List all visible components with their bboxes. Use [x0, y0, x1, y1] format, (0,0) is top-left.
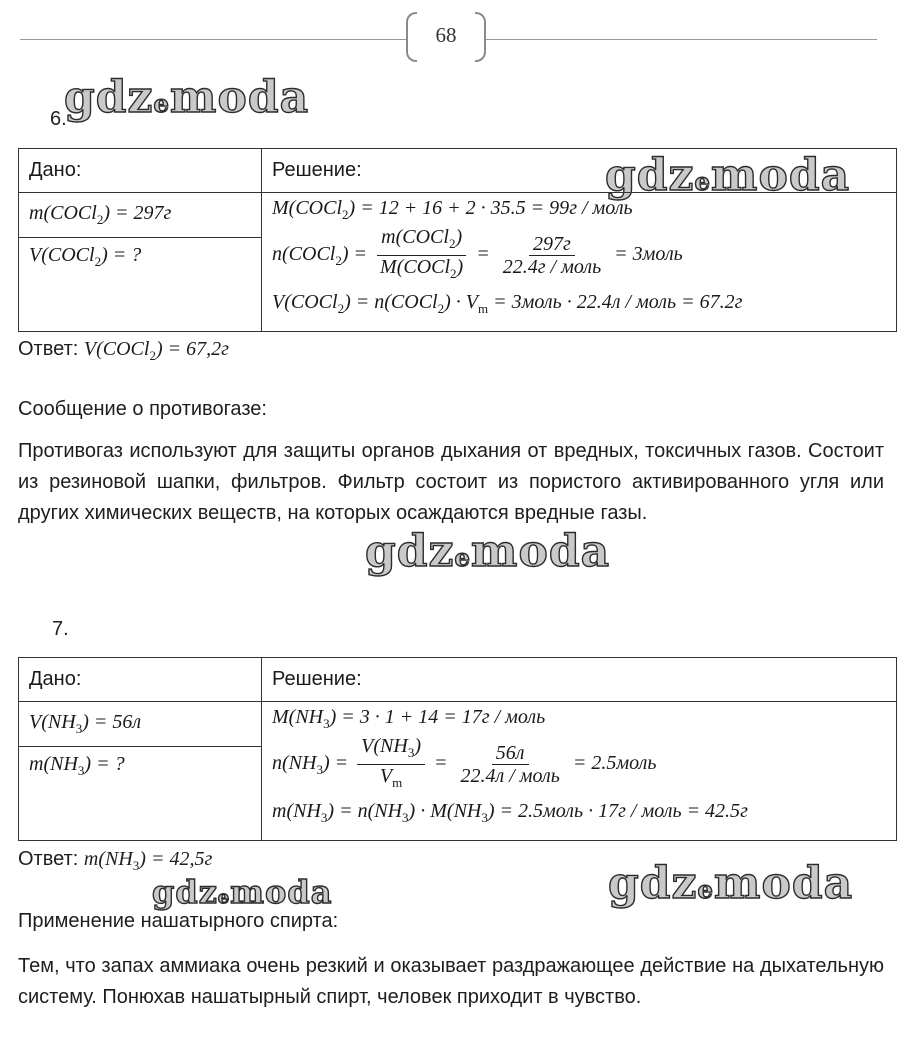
task6-answer-label: Ответ: [18, 338, 79, 360]
task7-given-2: $m(NH_3)$ = ? [19, 747, 262, 841]
task7-given-header: Дано: [19, 658, 262, 702]
task6-solution-header: Решение: [262, 149, 897, 193]
task6-solution-line-3: V(COCl$_2$) = n(COCl$_2$) · $V_m$ = 3моль · 22.4л / моль = 67.2г [272, 291, 743, 316]
task6-solution-body [262, 193, 897, 332]
ammonia-title: Применение нашатырного спирта: [18, 910, 339, 932]
task7-answer: Ответ: $m(NH_3) = 42,5г$ [18, 848, 213, 873]
task7-given-1: $V(NH_3) = 56л$ [19, 702, 262, 747]
page-number-text: 68 [435, 23, 457, 47]
task7-solution-line-2: $n(NH_3)$ = $\frac{V(NH_3)}{V_m}$ = $\frac{56л}{\text{22.4л / моль}}$ = 2.5моль [272, 734, 657, 790]
watermark: gdzemoda [608, 858, 854, 909]
task7-table [18, 657, 897, 841]
task7-solution-line-1: $M(NH_3) = 3 \cdot 1 + 14 = 17г$ / моль [272, 706, 546, 731]
task6-solution-line-2: n(COCl$_2$) = $\frac{m(COCl_2)}{M(COCl_2)}$ = $\frac{297г}{\text{22.4г / моль}}$ = 3моль [272, 225, 683, 281]
task7-solution-header: Решение: [262, 658, 897, 702]
task6-number: 6. [50, 108, 67, 130]
watermark: gdzemoda [605, 150, 851, 201]
task7-solution-line-3: $m(NH_3) = n(NH_3) \cdot M(NH_3)$ = 2.5моль · 17г / моль = 42.5г [272, 800, 748, 825]
task6-given-header: Дано: [19, 149, 262, 193]
task6-answer: Ответ: V(COCl$_2$) = 67,2г [18, 338, 229, 363]
gas-mask-text: Противогаз используют для защиты органов дыхания от вредных, токсичных газов. Состоит из резиновой шапки, фильтров. Фильтр состоит из пористого активированного угля или других химических веществ, на которых осаждаются вредные газы. [18, 440, 884, 524]
page-number [406, 12, 486, 64]
gas-mask-title: Сообщение о противогазе: [18, 398, 267, 420]
header-rule-left [20, 39, 406, 40]
header-rule-right [486, 39, 877, 40]
task7-answer-label: Ответ: [18, 848, 79, 870]
task7-solution-body [262, 702, 897, 841]
task6-given-1: m(COCl$_2$) = 297г [19, 193, 262, 238]
page-number-bracket-right [475, 12, 486, 62]
task7-number: 7. [52, 618, 69, 640]
watermark: gdzemoda [64, 72, 310, 123]
ammonia-text: Тем, что запах аммиака очень резкий и оказывает раздражающее действие на дыхательную систему. Понюхав нашатырный спирт, человек приходит в чувство. [18, 955, 884, 1008]
page-number-bracket-left [406, 12, 417, 62]
watermark: gdzemoda [152, 873, 333, 911]
task6-given-2: V(COCl$_2$) = ? [19, 238, 262, 332]
task6-solution-line-1: M(COCl$_2$) = 12 + 16 + 2 · 35.5 = 99г / моль [272, 197, 633, 222]
task6-table [18, 148, 897, 332]
watermark: gdzemoda [365, 526, 611, 577]
